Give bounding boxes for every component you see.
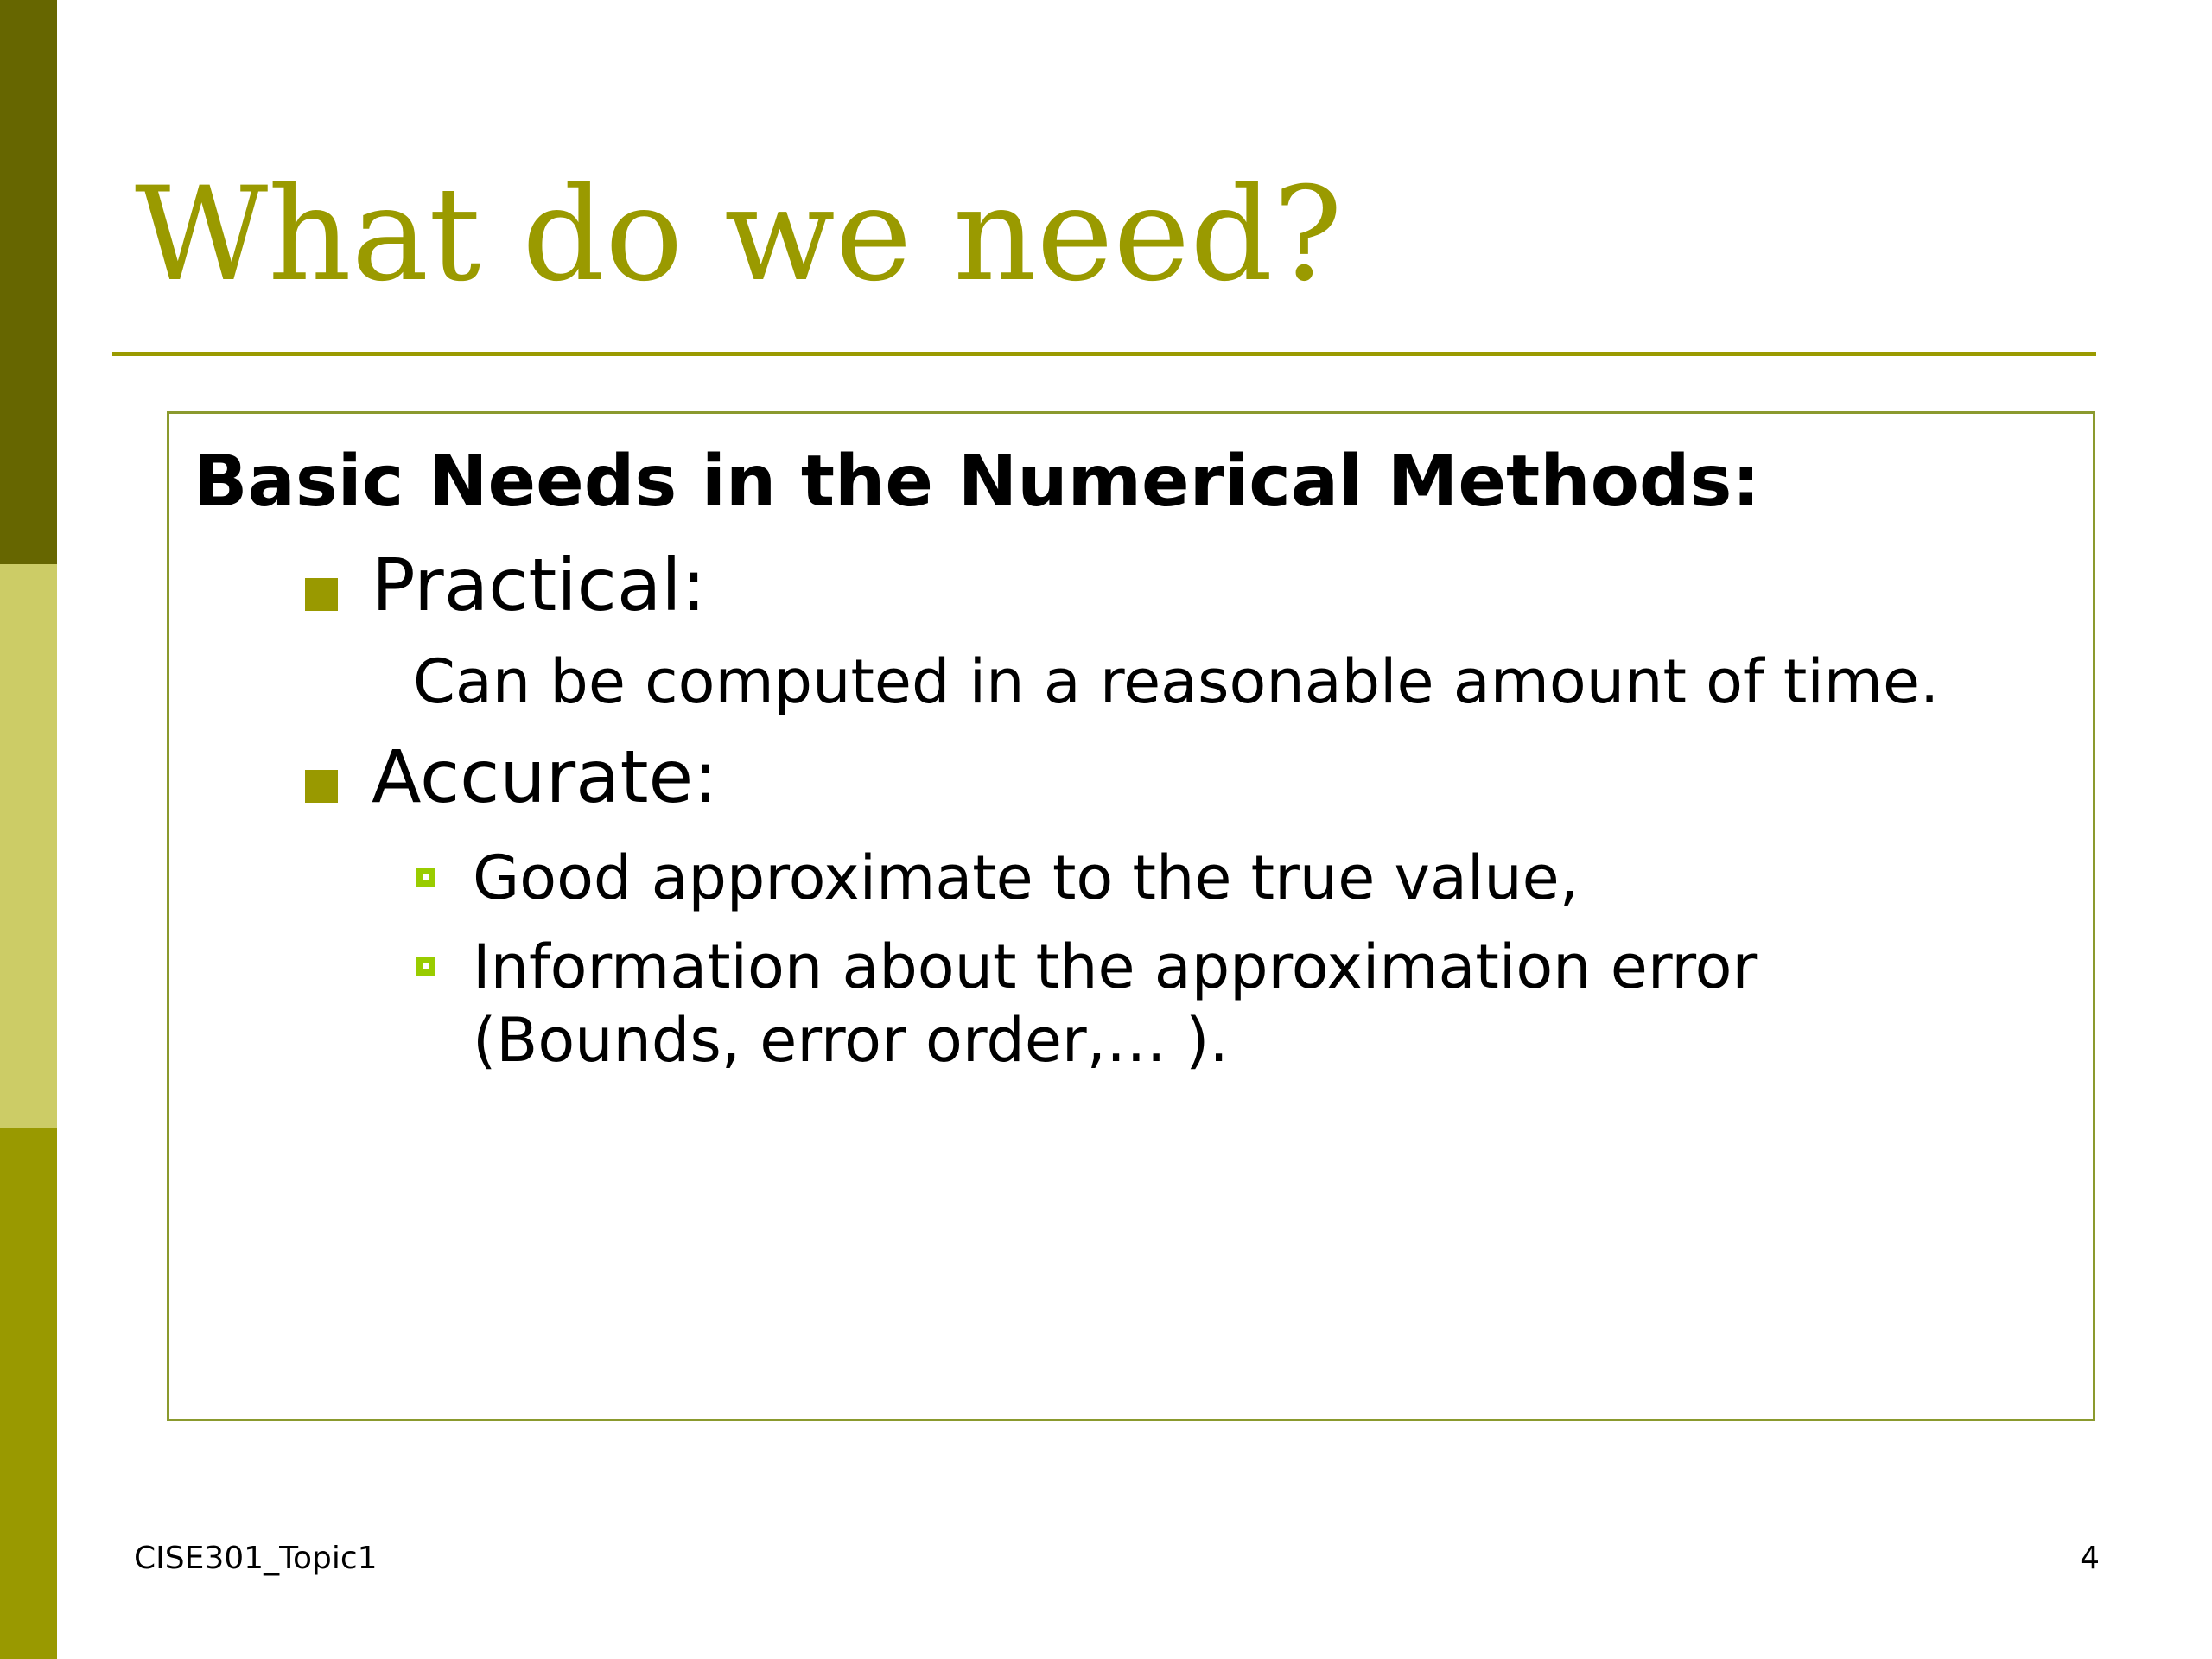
footer-page-number: 4 <box>2080 1541 2100 1576</box>
filled-square-bullet-icon <box>305 770 338 803</box>
content-box <box>167 411 2095 1421</box>
practical-detail: Can be computed in a reasonable amount of time. <box>413 646 1940 717</box>
bullet-accurate <box>372 734 718 821</box>
content-heading: Basic Needs in the Numerical Methods: <box>194 441 1761 523</box>
title-divider <box>112 352 2096 356</box>
subitem-text: Information about the approximation error <box>473 931 1758 1002</box>
filled-square-bullet-icon <box>305 578 338 611</box>
accurate-subitem-1 <box>473 842 1579 915</box>
slide-title: What do we need? <box>135 160 1343 310</box>
left-band-light <box>0 564 57 1128</box>
hollow-square-bullet-icon <box>416 868 435 887</box>
subitem-text: Good approximate to the true value, <box>473 842 1579 913</box>
accurate-subitem-2 <box>473 931 1757 1078</box>
subitem-text-continued: (Bounds, error order,… ). <box>473 1005 1229 1077</box>
bullet-practical <box>372 542 706 629</box>
left-band-dark <box>0 0 57 564</box>
hollow-square-bullet-icon <box>416 957 435 976</box>
left-band-olive <box>0 1128 57 1659</box>
bullet-label: Accurate: <box>372 734 718 819</box>
bullet-label: Practical: <box>372 543 706 627</box>
footer-course-label: CISE301_Topic1 <box>134 1541 378 1576</box>
